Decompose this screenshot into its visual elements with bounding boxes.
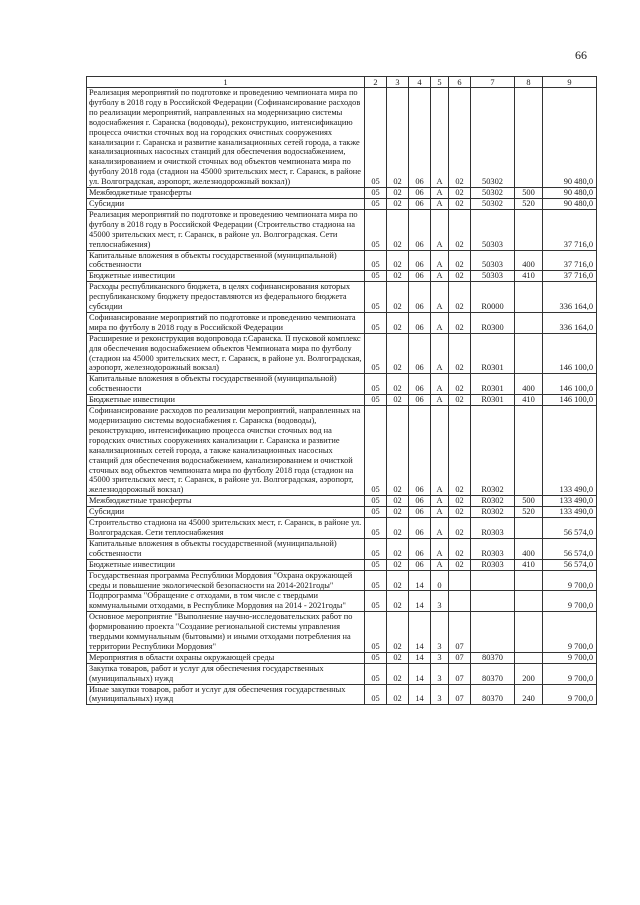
row-code-4: 06 [409,271,431,282]
row-code-3: 02 [387,395,409,406]
row-code-6: 02 [449,88,471,188]
row-code-7: 80370 [471,652,515,663]
row-amount: 146 100,0 [543,374,597,395]
row-amount: 37 716,0 [543,271,597,282]
row-code-5: А [431,507,449,518]
row-code-6: 02 [449,188,471,199]
table-row [87,88,597,188]
row-code-6: 02 [449,406,471,496]
table-row [87,663,597,684]
row-code-6: 02 [449,198,471,209]
row-code-8 [515,312,543,333]
row-code-7: R0303 [471,538,515,559]
row-code-5: 3 [431,663,449,684]
table-row [87,612,597,653]
row-code-6: 07 [449,652,471,663]
row-code-4: 06 [409,395,431,406]
row-amount: 133 490,0 [543,507,597,518]
row-description: Межбюджетные трансферты [87,496,365,507]
row-code-7: 50303 [471,271,515,282]
row-code-6: 02 [449,312,471,333]
row-code-7: 50303 [471,250,515,271]
row-description: Бюджетные инвестиции [87,559,365,570]
row-code-5: А [431,188,449,199]
row-code-7: R0303 [471,518,515,539]
row-description: Субсидии [87,198,365,209]
row-code-5: А [431,518,449,539]
row-amount: 56 574,0 [543,559,597,570]
row-code-6: 02 [449,496,471,507]
row-description: Капитальные вложения в объекты государственной (муниципальной) собственности [87,538,365,559]
row-code-3: 02 [387,570,409,591]
row-code-5: А [431,312,449,333]
table-row [87,271,597,282]
row-code-3: 02 [387,559,409,570]
row-code-4: 06 [409,209,431,250]
row-code-8: 400 [515,374,543,395]
row-code-7 [471,570,515,591]
row-code-3: 02 [387,198,409,209]
table-row [87,652,597,663]
row-code-6: 02 [449,250,471,271]
row-description: Мероприятия в области охраны окружающей среды [87,652,365,663]
row-description: Государственная программа Республики Мордовия "Охрана окружающей среды и повышение экологической безопасности на 2014-2021годы" [87,570,365,591]
row-code-3: 02 [387,312,409,333]
table-row [87,395,597,406]
table-row [87,559,597,570]
row-code-4: 06 [409,538,431,559]
table-row [87,496,597,507]
row-code-5: 3 [431,591,449,612]
col-header: 2 [365,77,387,88]
row-code-5: А [431,406,449,496]
row-code-5: А [431,559,449,570]
row-code-8 [515,518,543,539]
row-code-7: 50302 [471,198,515,209]
row-code-5: А [431,374,449,395]
row-code-3: 02 [387,188,409,199]
row-code-2: 05 [365,198,387,209]
row-code-3: 02 [387,282,409,313]
row-code-4: 06 [409,250,431,271]
row-code-6: 02 [449,538,471,559]
row-code-8: 410 [515,271,543,282]
row-code-4: 06 [409,406,431,496]
row-amount: 9 700,0 [543,652,597,663]
row-code-7: 50303 [471,209,515,250]
row-code-2: 05 [365,312,387,333]
row-code-2: 05 [365,507,387,518]
row-code-7: R0300 [471,312,515,333]
table-row [87,188,597,199]
row-code-2: 05 [365,570,387,591]
row-code-8 [515,282,543,313]
table-row [87,518,597,539]
row-code-6: 02 [449,507,471,518]
row-code-8: 520 [515,198,543,209]
row-code-7: 50302 [471,88,515,188]
row-code-8: 240 [515,684,543,705]
row-amount: 56 574,0 [543,518,597,539]
row-code-2: 05 [365,333,387,374]
row-code-3: 02 [387,612,409,653]
table-row [87,507,597,518]
row-code-7: R0303 [471,559,515,570]
budget-table [86,76,597,705]
row-code-8 [515,406,543,496]
row-amount: 9 700,0 [543,570,597,591]
row-description: Закупка товаров, работ и услуг для обеспечения государственных (муниципальных) нужд [87,663,365,684]
row-code-8: 400 [515,250,543,271]
row-code-2: 05 [365,88,387,188]
row-description: Подпрограмма "Обращение с отходами, в том числе с твердыми коммунальными отходами, в Республике Мордовия на 2014 - 2021годы" [87,591,365,612]
row-code-4: 06 [409,559,431,570]
row-code-5: А [431,250,449,271]
row-code-8 [515,652,543,663]
row-code-3: 02 [387,652,409,663]
row-description: Капитальные вложения в объекты государственной (муниципальной) собственности [87,250,365,271]
row-description: Субсидии [87,507,365,518]
row-code-3: 02 [387,538,409,559]
row-code-8: 400 [515,538,543,559]
col-header: 6 [449,77,471,88]
row-code-4: 06 [409,198,431,209]
row-code-6: 02 [449,209,471,250]
row-code-2: 05 [365,663,387,684]
row-code-7: R0302 [471,507,515,518]
row-code-6: 02 [449,559,471,570]
row-code-5: 0 [431,570,449,591]
row-code-2: 05 [365,374,387,395]
row-amount: 133 490,0 [543,496,597,507]
row-code-4: 14 [409,652,431,663]
row-description: Софинансирование мероприятий по подготовке и проведению чемпионата мира по футболу в 2018 году в Российской Федерации [87,312,365,333]
col-header: 1 [87,77,365,88]
col-header: 5 [431,77,449,88]
col-header: 7 [471,77,515,88]
row-code-8 [515,570,543,591]
row-code-6: 02 [449,271,471,282]
row-code-3: 02 [387,209,409,250]
row-code-5: 3 [431,652,449,663]
row-code-3: 02 [387,374,409,395]
row-code-4: 06 [409,496,431,507]
row-code-5: А [431,333,449,374]
row-amount: 37 716,0 [543,209,597,250]
row-code-5: А [431,395,449,406]
row-code-5: А [431,209,449,250]
row-description: Строительство стадиона на 45000 зрительских мест, г. Саранск, в районе ул. Волгоградская. Сети теплоснабжения [87,518,365,539]
row-description: Реализация мероприятий по подготовке и проведению чемпионата мира по футболу в 2018 году в Российской Федерации (Строительство стадиона на 45000 зрительских мест, г. Саранск, в районе ул. Волгоградская. Сети теплоснабжения) [87,209,365,250]
row-code-8: 500 [515,496,543,507]
row-code-3: 02 [387,406,409,496]
row-description: Межбюджетные трансферты [87,188,365,199]
row-code-3: 02 [387,333,409,374]
table-row [87,198,597,209]
row-code-7: R0301 [471,333,515,374]
row-code-2: 05 [365,395,387,406]
table-row [87,591,597,612]
row-code-4: 06 [409,518,431,539]
row-code-7: R0301 [471,374,515,395]
table-row [87,406,597,496]
row-code-6 [449,570,471,591]
row-amount: 336 164,0 [543,312,597,333]
row-description: Иные закупки товаров, работ и услуг для обеспечения государственных (муниципальных) нужд [87,684,365,705]
row-description: Капитальные вложения в объекты государственной (муниципальной) собственности [87,374,365,395]
row-amount: 9 700,0 [543,612,597,653]
row-code-4: 06 [409,374,431,395]
row-code-5: А [431,496,449,507]
row-description: Бюджетные инвестиции [87,395,365,406]
row-code-7 [471,612,515,653]
row-code-8 [515,88,543,188]
row-code-2: 05 [365,684,387,705]
row-code-2: 05 [365,612,387,653]
row-code-5: А [431,271,449,282]
row-description: Основное мероприятие "Выполнение научно-исследовательских работ по формированию проекта "Создание региональной системы управления твердыми коммунальным (бытовыми) и иными отходами потребления на территории Республики Мордовия" [87,612,365,653]
row-description: Расширение и реконструкция водопровода г.Саранска. II пусковой комплекс для обеспечения водоснабжением объектов Чемпионата мира по футболу (стадион на 45000 зрительских мест, г. Саранск, в районе ул. Волгоградская, аэропорт, железнодорожный вокзал) [87,333,365,374]
row-code-5: 3 [431,684,449,705]
row-code-4: 06 [409,88,431,188]
row-amount: 133 490,0 [543,406,597,496]
row-code-2: 05 [365,250,387,271]
row-code-7: R0301 [471,395,515,406]
row-description: Софинансирование расходов по реализации мероприятий, направленных на модернизацию системы водоснабжения г. Саранска (водоводы), реконструкцию, интенсификацию процесса очистки сточных вод на городских очистных сооружениях канализации г. Саранска и развитие канализационных сетей города, а также канализационных насосных станций для обеспечения водоснабжением, канализированием и очисткой сточных вод объектов чемпионата мира по футболу 2018 года (стадион на 45000 зрительских мест, г. Саранск, в районе ул. Волгоградская, аэропорт, железнодорожный вокзал) [87,406,365,496]
col-header: 4 [409,77,431,88]
row-code-7 [471,591,515,612]
row-code-6: 07 [449,684,471,705]
row-amount: 90 480,0 [543,198,597,209]
row-code-6: 02 [449,374,471,395]
row-code-3: 02 [387,496,409,507]
row-code-3: 02 [387,684,409,705]
row-code-6 [449,591,471,612]
row-amount: 90 480,0 [543,88,597,188]
row-amount: 9 700,0 [543,591,597,612]
row-code-6: 02 [449,282,471,313]
row-code-4: 14 [409,612,431,653]
row-code-4: 06 [409,333,431,374]
table-row [87,570,597,591]
table-body [87,88,597,705]
row-code-4: 06 [409,282,431,313]
page-number: 66 [575,48,587,62]
row-amount: 336 164,0 [543,282,597,313]
row-code-6: 02 [449,333,471,374]
row-code-2: 05 [365,406,387,496]
row-amount: 90 480,0 [543,188,597,199]
row-code-4: 14 [409,663,431,684]
row-code-7: R0302 [471,406,515,496]
row-code-6: 02 [449,395,471,406]
row-code-4: 06 [409,507,431,518]
row-amount: 146 100,0 [543,395,597,406]
row-code-7: 80370 [471,684,515,705]
row-code-8 [515,612,543,653]
row-code-2: 05 [365,188,387,199]
row-code-2: 05 [365,518,387,539]
row-code-3: 02 [387,250,409,271]
col-header: 8 [515,77,543,88]
row-amount: 9 700,0 [543,684,597,705]
table-row [87,250,597,271]
row-code-5: 3 [431,612,449,653]
row-code-8: 520 [515,507,543,518]
row-code-2: 05 [365,209,387,250]
row-amount: 146 100,0 [543,333,597,374]
row-description: Реализация мероприятий по подготовке и проведению чемпионата мира по футболу в 2018 году в Российской Федерации (Софинансирование расходов по реализации мероприятий, направленных на модернизацию системы водоснабжения г. Саранска (водоводы), реконструкцию, интенсификацию процесса очистки сточных вод на городских очистных сооружениях канализации г. Саранска и развитие канализационных сетей города, а также канализационных насосных станций для обеспечения водоснабжением, канализированием и очисткой сточных вод объектов чемпионата мира по футболу 2018 года (стадион на 45000 зрительских мест, г. Саранск, в районе ул. Волгоградская, аэропорт, железнодорожный вокзал)) [87,88,365,188]
table-row [87,538,597,559]
row-code-4: 14 [409,591,431,612]
row-code-3: 02 [387,663,409,684]
row-code-2: 05 [365,271,387,282]
row-code-2: 05 [365,282,387,313]
row-code-2: 05 [365,559,387,570]
row-code-3: 02 [387,591,409,612]
row-code-4: 14 [409,570,431,591]
row-description: Расходы республиканского бюджета, в целях софинансирования которых республиканскому бюджету предоставляются из федерального бюджета субсидии [87,282,365,313]
row-code-8: 410 [515,395,543,406]
row-code-8 [515,333,543,374]
row-code-3: 02 [387,271,409,282]
row-code-7: R0000 [471,282,515,313]
row-code-8 [515,209,543,250]
col-header: 9 [543,77,597,88]
table-row [87,209,597,250]
row-amount: 9 700,0 [543,663,597,684]
col-header: 3 [387,77,409,88]
row-code-2: 05 [365,538,387,559]
row-description: Бюджетные инвестиции [87,271,365,282]
row-code-8: 410 [515,559,543,570]
row-code-4: 06 [409,312,431,333]
row-code-3: 02 [387,507,409,518]
row-code-8: 200 [515,663,543,684]
row-code-5: А [431,282,449,313]
table-row [87,282,597,313]
row-amount: 56 574,0 [543,538,597,559]
row-code-2: 05 [365,591,387,612]
row-code-4: 14 [409,684,431,705]
row-code-6: 07 [449,612,471,653]
row-code-6: 07 [449,663,471,684]
row-code-5: А [431,88,449,188]
row-code-5: А [431,538,449,559]
table-row [87,374,597,395]
row-code-3: 02 [387,88,409,188]
row-code-3: 02 [387,518,409,539]
row-code-7: 80370 [471,663,515,684]
header-row [87,77,597,88]
table-row [87,333,597,374]
row-code-6: 02 [449,518,471,539]
row-code-5: А [431,198,449,209]
row-code-2: 05 [365,496,387,507]
row-amount: 37 716,0 [543,250,597,271]
row-code-4: 06 [409,188,431,199]
table-row [87,312,597,333]
table-row [87,684,597,705]
row-code-7: 50302 [471,188,515,199]
row-code-8: 500 [515,188,543,199]
row-code-7: R0302 [471,496,515,507]
row-code-2: 05 [365,652,387,663]
row-code-8 [515,591,543,612]
